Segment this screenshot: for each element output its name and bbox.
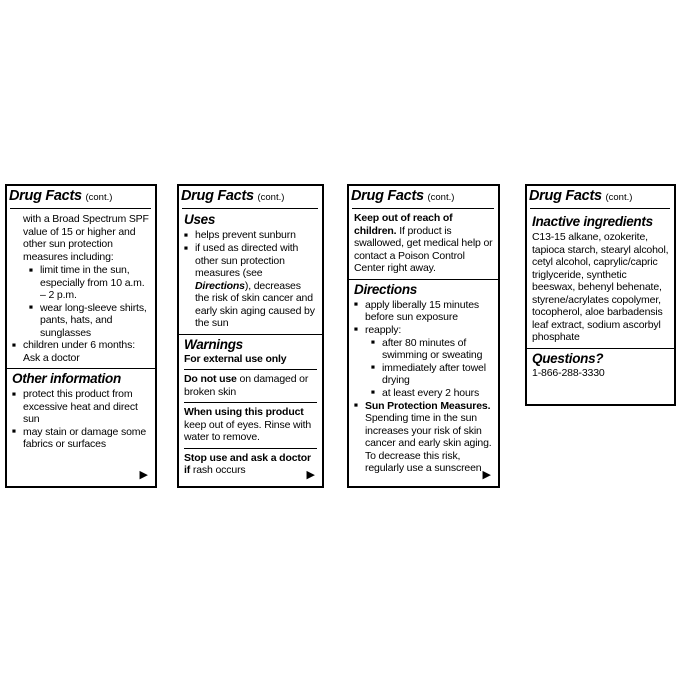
- section-divider: [179, 334, 322, 335]
- section-divider: [349, 279, 498, 280]
- drug-facts-title: Drug Facts: [351, 188, 424, 204]
- list-item: [371, 337, 493, 362]
- list-item-text: protect this product from excessive heat and direct sun: [23, 388, 138, 425]
- list-item: [184, 229, 317, 242]
- list-item: [371, 362, 493, 387]
- list-item: [354, 324, 493, 337]
- inactive-ingredients-text: C13-15 alkane, ozokerite, tapioca starch, stearyl alcohol, cetyl alcohol, caprylic/capric triglyceride, synthetic beeswax, behenyl behenate, styrene/acrylates copolymer, tocopherol, aloe barbadensis leaf extract, sodium ascorbyl phosphate: [532, 231, 669, 343]
- questions-heading: Questions?: [532, 350, 604, 366]
- keep-out-of-reach-text: Keep out of reach of children. If product is swallowed, get medical help or contact a Poison Control Center right away.: [354, 212, 493, 274]
- drug-facts-title: Drug Facts: [181, 188, 254, 204]
- sun-protection-text: Sun Protection Measures. Spending time in the sun increases your risk of skin cancer and early skin aging. To decrease this risk, regularly use a sunscreen: [365, 399, 492, 474]
- list-item: [12, 388, 150, 426]
- bullet-icon: ■: [184, 244, 188, 252]
- panel-3-title: [349, 186, 498, 206]
- bullet-icon: ■: [354, 402, 358, 409]
- bullet-icon: ■: [371, 389, 375, 396]
- drug-facts-panel-1: [5, 184, 157, 488]
- list-item: [354, 299, 493, 324]
- bullet-icon: ■: [12, 428, 16, 435]
- bullet-icon: ■: [29, 266, 33, 274]
- bullet-icon: ■: [371, 339, 375, 346]
- sub-divider: [184, 402, 317, 403]
- continue-arrow-icon: ▶: [306, 469, 315, 481]
- stop-use-text: Stop use and ask a doctor if rash occurs: [184, 451, 311, 476]
- title-rule: [530, 208, 670, 209]
- section-divider: [7, 368, 155, 369]
- list-item: [29, 302, 150, 340]
- drug-facts-panel-2: [177, 184, 324, 488]
- list-item: [29, 264, 150, 302]
- cont-label: (cont.): [427, 192, 455, 203]
- cont-label: (cont.): [85, 192, 113, 203]
- sub-divider: [184, 369, 317, 370]
- list-item-text: helps prevent sunburn: [195, 229, 296, 241]
- continue-arrow-icon: ▶: [482, 469, 491, 481]
- list-item-text: after 80 minutes of swimming or sweating: [382, 336, 483, 361]
- drug-facts-panel-4: [525, 184, 676, 406]
- inactive-ingredients-heading: Inactive ingredients: [532, 214, 653, 229]
- when-using-text: When using this product keep out of eyes. Rinse with water to remove.: [184, 406, 312, 443]
- drug-facts-title: Drug Facts: [9, 188, 82, 204]
- bullet-icon: ■: [12, 341, 16, 349]
- drug-facts-title: Drug Facts: [529, 188, 602, 204]
- list-item-text: wear long-sleeve shirts, pants, hats, and sunglasses: [40, 301, 147, 339]
- bullet-icon: ■: [29, 304, 33, 311]
- panel-2-title: [179, 186, 322, 206]
- list-item-text: at least every 2 hours: [382, 386, 480, 399]
- list-item-text: if used as directed with other sun protection measures (see Directions), decreases the risk of skin cancer and early skin aging caused by the sun: [195, 242, 315, 329]
- continue-arrow-icon: ▶: [139, 469, 148, 481]
- list-item-text: apply liberally 15 minutes before sun exposure: [365, 298, 479, 323]
- list-item-text: children under 6 months: Ask a doctor: [23, 339, 135, 364]
- bullet-icon: ■: [354, 326, 358, 333]
- bullet-icon: ■: [12, 390, 16, 398]
- list-item-text: reapply:: [365, 323, 402, 336]
- list-item-text: limit time in the sun, especially from 10 a.m. – 2 p.m.: [40, 264, 145, 301]
- external-use-text: For external use only: [184, 352, 287, 365]
- panel-1-title: [7, 186, 155, 206]
- spf-continuation-text: with a Broad Spectrum SPF value of 15 or higher and other sun protection measures including:: [23, 213, 149, 263]
- bullet-icon: ■: [184, 231, 188, 239]
- panel-4-title: [527, 186, 674, 206]
- cont-label: (cont.): [257, 192, 285, 203]
- list-item: [371, 387, 493, 400]
- list-item-text: may stain or damage some fabrics or surfaces: [23, 425, 147, 450]
- directions-reference: Directions: [195, 279, 245, 292]
- title-rule: [182, 208, 318, 209]
- other-information-heading: Other information: [12, 371, 121, 386]
- section-divider: [527, 348, 674, 349]
- drug-facts-panel-3: [347, 184, 500, 488]
- list-item: [12, 426, 150, 451]
- title-rule: [10, 208, 151, 209]
- cont-label: (cont.): [605, 192, 633, 203]
- warnings-heading: Warnings: [184, 336, 243, 352]
- list-item-text: immediately after towel drying: [382, 361, 486, 386]
- list-item: [184, 242, 317, 330]
- list-item: [354, 400, 493, 475]
- list-item: [12, 339, 150, 364]
- do-not-use-text: Do not use on damaged or broken skin: [184, 373, 309, 398]
- directions-heading: Directions: [354, 281, 418, 297]
- sub-divider: [184, 448, 317, 449]
- bullet-icon: ■: [354, 301, 358, 308]
- phone-number: 1-866-288-3330: [532, 366, 605, 379]
- title-rule: [352, 208, 494, 209]
- bullet-icon: ■: [371, 364, 375, 371]
- uses-heading: Uses: [184, 212, 216, 227]
